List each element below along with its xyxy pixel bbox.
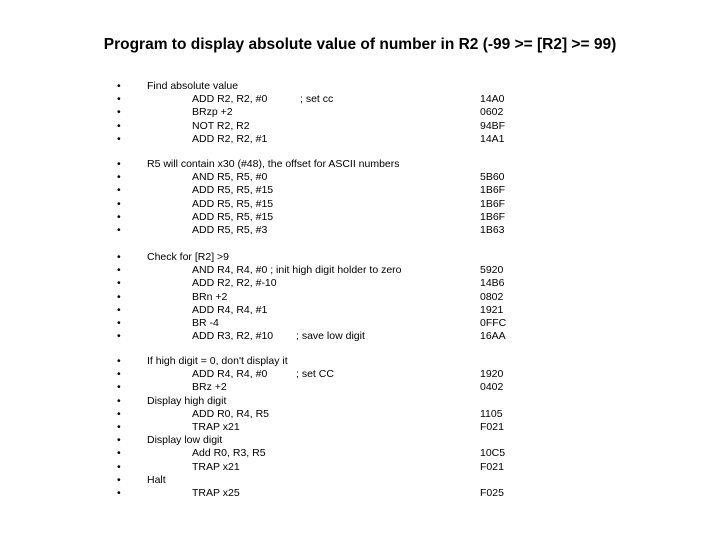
bullet-marker: • — [117, 303, 121, 316]
instruction-comment: ; set cc — [300, 93, 334, 106]
bullet-marker: • — [117, 171, 121, 184]
instruction-text: BR -4 — [192, 317, 219, 329]
bullet-marker: • — [117, 184, 121, 197]
code-line — [0, 80, 720, 93]
hex-code: F021 — [480, 460, 504, 473]
instruction-text: BRz +2 — [192, 381, 227, 394]
code-line — [0, 447, 720, 460]
bullet-marker: • — [117, 434, 121, 447]
instruction-comment: ; set CC — [296, 368, 334, 381]
instruction-text: TRAP x21 — [192, 460, 240, 473]
hex-code: 14B6 — [480, 277, 505, 290]
bullet-marker: • — [117, 368, 121, 381]
code-line — [0, 330, 720, 343]
code-line — [0, 355, 720, 368]
bullet-marker: • — [117, 460, 121, 473]
hex-code: 1105 — [480, 407, 503, 420]
instruction-text: ADD R5, R5, #15 — [192, 184, 274, 197]
hex-code: F025 — [480, 487, 504, 499]
code-line — [0, 291, 720, 304]
section-heading: Check for [R2] >9 — [147, 251, 229, 263]
instruction-text: TRAP x25 — [192, 487, 240, 499]
hex-code: 10C5 — [480, 447, 506, 460]
code-line — [0, 381, 720, 394]
instruction-text: ADD R5, R5, #3 — [192, 224, 268, 236]
instruction-text: ADD R4, R4, #1 — [192, 303, 268, 316]
bullet-marker: • — [117, 106, 121, 119]
code-line — [0, 158, 720, 171]
bullet-marker: • — [117, 290, 121, 303]
instruction-text: BRzp +2 — [192, 106, 233, 119]
instruction-text: AND R5, R5, #0 — [192, 171, 268, 184]
bullet-marker: • — [117, 132, 121, 145]
code-line — [0, 251, 720, 264]
section-heading: Find absolute value — [147, 80, 239, 92]
code-line — [0, 487, 720, 500]
instruction-text: ADD R2, R2, #-10 — [192, 277, 277, 290]
bullet-marker: • — [117, 381, 121, 394]
instruction-text: BRn +2 — [192, 290, 228, 303]
bullet-marker: • — [117, 330, 121, 343]
hex-code: 1B6F — [480, 184, 506, 197]
code-line — [0, 304, 720, 317]
hex-code: 94BF — [480, 119, 506, 132]
page-title: Program to display absolute value of number in R2 (-99 >= [R2] >= 99) — [103, 36, 617, 53]
section-heading: Display low digit — [147, 434, 223, 447]
bullet-marker: • — [117, 93, 121, 106]
code-line — [0, 224, 720, 237]
hex-code: 14A1 — [480, 132, 505, 145]
bullet-marker: • — [117, 407, 121, 420]
bullet-marker: • — [117, 447, 121, 460]
instruction-text: ADD R2, R2, #1 — [192, 132, 268, 145]
hex-code: 14A0 — [480, 93, 505, 106]
hex-code: 0802 — [480, 290, 504, 303]
instruction-comment: ; save low digit — [296, 330, 365, 343]
hex-code: 5920 — [480, 264, 504, 277]
hex-code: 0402 — [480, 381, 504, 394]
instruction-text: ADD R4, R4, #0 — [192, 368, 268, 381]
code-line — [0, 277, 720, 290]
bullet-marker: • — [117, 197, 121, 210]
hex-code: 1B63 — [480, 224, 505, 236]
instruction-text: ADD R0, R4, R5 — [192, 407, 270, 420]
bullet-marker: • — [117, 317, 121, 329]
hex-code: F021 — [480, 421, 504, 433]
instruction-text: TRAP x21 — [192, 421, 240, 433]
instruction-text: ADD R5, R5, #15 — [192, 210, 274, 223]
code-line — [0, 474, 720, 487]
code-line — [0, 184, 720, 197]
bullet-marker: • — [117, 487, 121, 499]
section-heading: If high digit = 0, don't display it — [147, 355, 288, 367]
hex-code: 1921 — [480, 303, 504, 316]
hex-code: 5B60 — [480, 171, 505, 184]
section-heading: Halt — [147, 473, 166, 486]
bullet-marker: • — [117, 251, 121, 263]
code-line — [0, 368, 720, 381]
code-line — [0, 133, 720, 146]
bullet-marker: • — [117, 80, 121, 92]
bullet-marker: • — [117, 355, 121, 367]
bullet-marker: • — [117, 277, 121, 290]
bullet-marker: • — [117, 158, 121, 170]
hex-code: 1B6F — [480, 210, 506, 223]
bullet-marker: • — [117, 224, 121, 236]
code-line — [0, 317, 720, 330]
code-line — [0, 93, 720, 106]
instruction-text: ADD R3, R2, #10 — [192, 330, 274, 343]
code-line — [0, 408, 720, 421]
hex-code: 0602 — [480, 106, 504, 119]
hex-code: 1B6F — [480, 197, 506, 210]
code-line — [0, 211, 720, 224]
code-line — [0, 120, 720, 133]
code-line — [0, 421, 720, 434]
section-heading: Display high digit — [147, 394, 227, 407]
bullet-marker: • — [117, 210, 121, 223]
instruction-text: NOT R2, R2 — [192, 119, 250, 132]
code-line — [0, 106, 720, 119]
code-line — [0, 264, 720, 277]
code-line — [0, 198, 720, 211]
code-line — [0, 395, 720, 408]
bullet-marker: • — [117, 421, 121, 433]
code-line — [0, 434, 720, 447]
hex-code: 0FFC — [480, 317, 507, 329]
bullet-marker: • — [117, 394, 121, 407]
code-line — [0, 461, 720, 474]
instruction-text: Add R0, R3, R5 — [192, 447, 266, 460]
bullet-marker: • — [117, 264, 121, 277]
bullet-marker: • — [117, 119, 121, 132]
instruction-text: AND R4, R4, #0 ; init high digit holder to zero — [192, 264, 402, 277]
instruction-text: ADD R2, R2, #0 — [192, 93, 268, 106]
instruction-text: ADD R5, R5, #15 — [192, 197, 274, 210]
code-line — [0, 171, 720, 184]
bullet-marker: • — [117, 473, 121, 486]
section-heading: R5 will contain x30 (#48), the offset for ASCII numbers — [147, 158, 400, 170]
hex-code: 16AA — [480, 330, 506, 343]
hex-code: 1920 — [480, 368, 504, 381]
